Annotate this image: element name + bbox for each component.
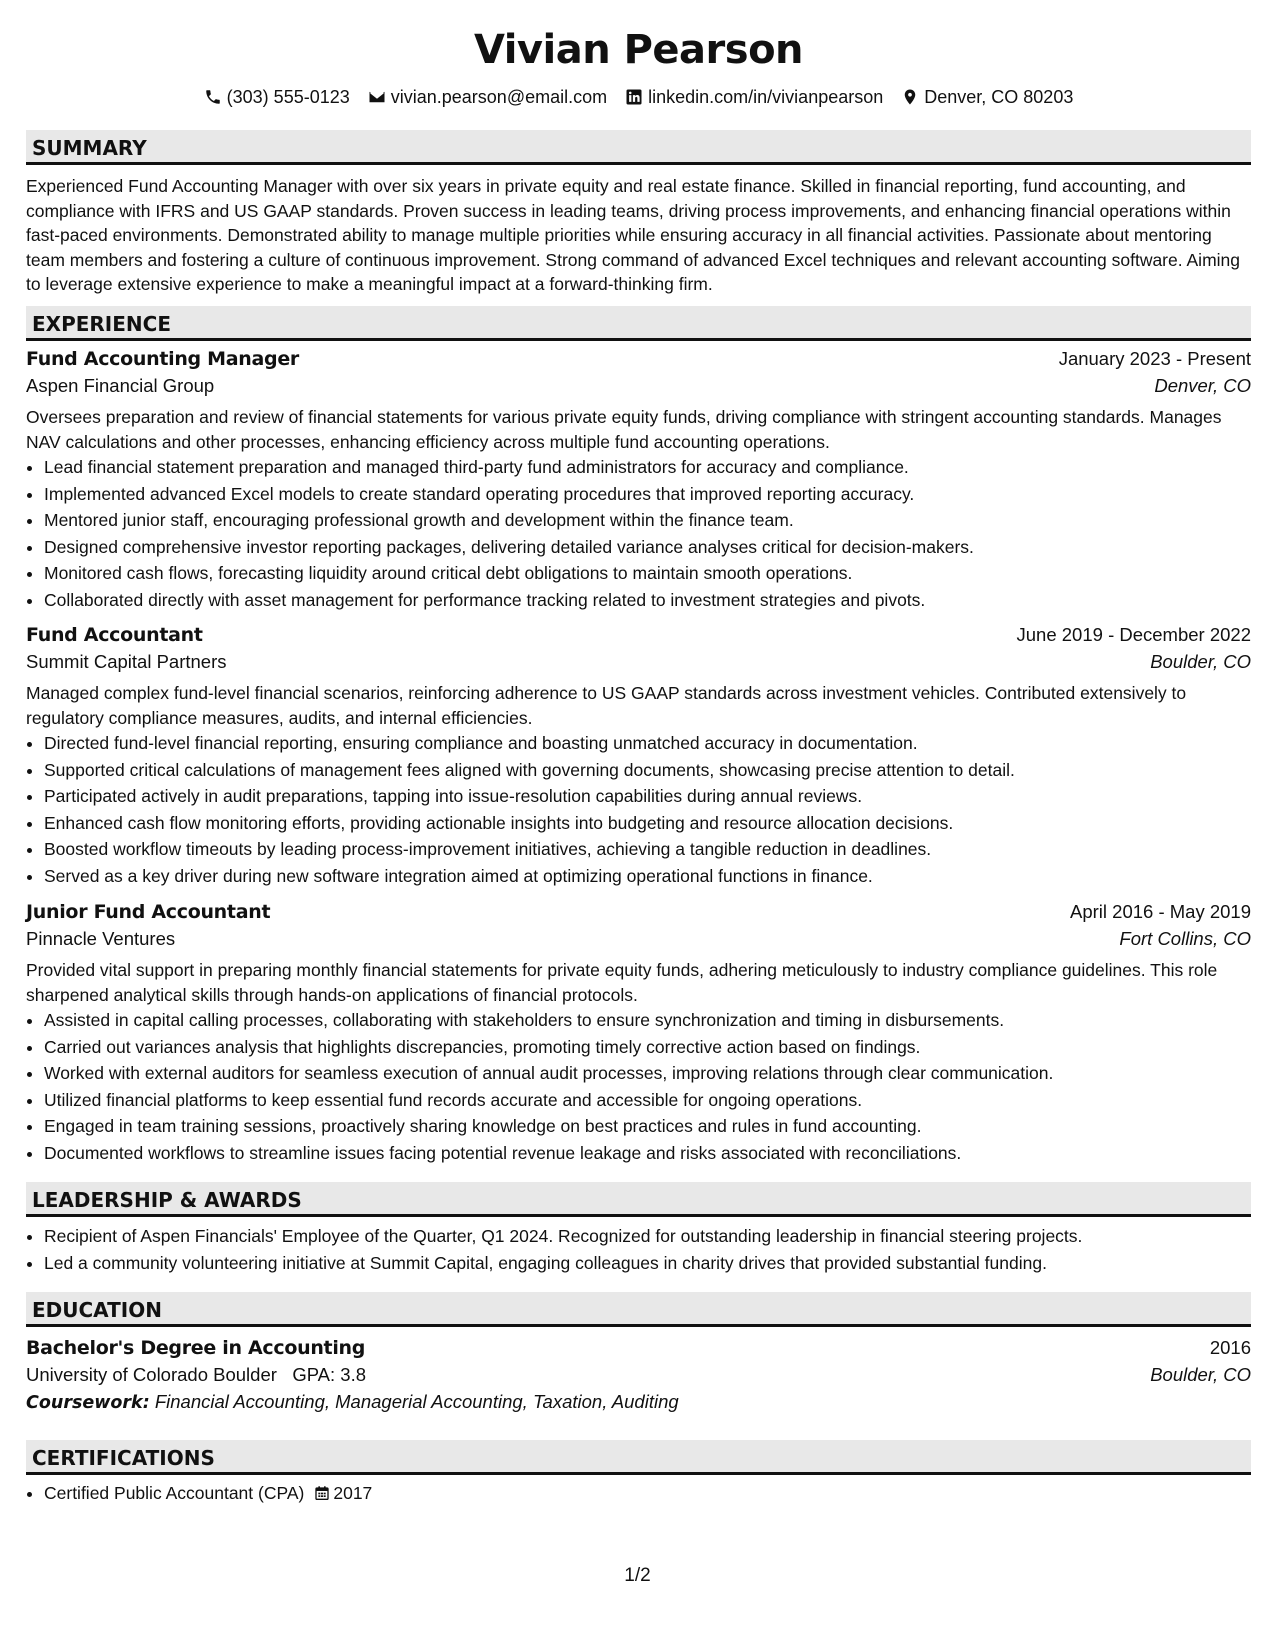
job-description: Provided vital support in preparing monthly financial statements for private equity funds, adhering meticulously to industry compliance guidelines. This role sharpened analytical skills through hands-on applications of financial protocols.	[26, 960, 1218, 1005]
job-subheader	[26, 651, 1251, 673]
job-header	[26, 901, 1251, 923]
certifications-section	[26, 1440, 1251, 1507]
job-location: Boulder, CO	[1150, 651, 1251, 672]
education-section	[26, 1292, 1251, 1413]
school-name: University of Colorado Boulder	[26, 1364, 277, 1385]
gpa: GPA: 3.8	[292, 1364, 367, 1385]
job-bullet: • Directed fund-level financial reporting, ensuring compliance and boasting unmatched accuracy in documentation.	[44, 730, 1251, 757]
job-bullet: • Documented workflows to streamline issues facing potential revenue leakage and risks associated with reconciliations.	[44, 1140, 1251, 1167]
job-company: Aspen Financial Group	[26, 375, 215, 396]
job-bullet: • Worked with external auditors for seamless execution of annual audit processes, improving relations through clear communication.	[44, 1060, 1251, 1087]
contact-phone	[204, 87, 350, 108]
awards-bullets	[26, 1223, 1251, 1276]
summary-section	[26, 130, 1251, 297]
candidate-name: Vivian Pearson	[473, 27, 804, 73]
education-heading: EDUCATION	[26, 1292, 1251, 1327]
award-item: • Recipient of Aspen Financials' Employee of the Quarter, Q1 2024. Recognized for outstanding leadership in financial steering projects.	[44, 1223, 1251, 1250]
job-company: Pinnacle Ventures	[26, 928, 176, 949]
job-bullet: • Enhanced cash flow monitoring efforts, providing actionable insights into budgeting and resource allocation decisions.	[44, 810, 1251, 837]
envelope-icon	[368, 88, 386, 106]
calendar-icon	[314, 1485, 330, 1501]
job-dates: April 2016 - May 2019	[1070, 901, 1251, 922]
job-description: Managed complex fund-level financial scenarios, reinforcing adherence to US GAAP standards across investment vehicles. Contributed extensively to regulatory compliance measures, audits, and internal efficiencies.	[26, 683, 1187, 728]
certification-name: Certified Public Accountant (CPA)	[44, 1483, 305, 1503]
summary-text: Experienced Fund Accounting Manager with over six years in private equity and real estate finance. Skilled in financial reporting, fund accounting, and compliance with IFRS and US GAAP standards. Proven success in leading teams, driving process improvements, and enhancing financial operations within fast-paced environments. Demonstrated ability to manage multiple priorities while ensuring accuracy in all financial activities. Passionate about mentoring team members and fostering a culture of continuous improvement. Strong command of advanced Excel techniques and relevant accounting software. Aiming to leverage extensive experience to make a meaningful impact at a forward-thinking firm.	[26, 176, 1240, 294]
job-bullet: • Implemented advanced Excel models to create standard operating procedures that improved reporting accuracy.	[44, 481, 1251, 508]
contact-location	[901, 87, 1073, 108]
job-location: Denver, CO	[1154, 375, 1251, 396]
job-bullet: • Utilized financial platforms to keep essential fund records accurate and accessible for ongoing operations.	[44, 1087, 1251, 1114]
degree-title: Bachelor's Degree in Accounting	[26, 1337, 366, 1359]
job-subheader	[26, 375, 1251, 397]
job-bullet: • Collaborated directly with asset management for performance tracking related to investment strategies and pivots.	[44, 587, 1251, 614]
job-bullet: • Lead financial statement preparation and managed third-party fund administrators for accuracy and compliance.	[44, 454, 1251, 481]
experience-heading: EXPERIENCE	[26, 306, 1251, 341]
job-dates: June 2019 - December 2022	[1016, 624, 1251, 645]
job-bullet: • Assisted in capital calling processes, collaborating with stakeholders to ensure synchronization and timing in disbursements.	[44, 1007, 1251, 1034]
job-bullet: • Designed comprehensive investor reporting packages, delivering detailed variance analyses critical for decision-makers.	[44, 534, 1251, 561]
job-bullet: • Carried out variances analysis that highlights discrepancies, promoting timely corrective action based on findings.	[44, 1034, 1251, 1061]
coursework-line	[26, 1391, 1251, 1413]
job-title: Junior Fund Accountant	[26, 901, 271, 923]
graduation-year: 2016	[1209, 1337, 1251, 1358]
award-item: • Led a community volunteering initiative at Summit Capital, engaging colleagues in charity drives that provided substantial funding.	[44, 1250, 1251, 1277]
job-title: Fund Accounting Manager	[26, 348, 300, 370]
experience-section	[26, 306, 1251, 1163]
contact-email[interactable]	[368, 87, 607, 108]
job-bullet: • Supported critical calculations of management fees aligned with governing documents, showcasing precise attention to detail.	[44, 757, 1251, 784]
coursework-list: Financial Accounting, Managerial Accounting, Taxation, Auditing	[154, 1391, 679, 1412]
education-header	[26, 1337, 1251, 1359]
job-header	[26, 624, 1251, 646]
job-entry	[26, 624, 1251, 890]
job-bullet: • Boosted workflow timeouts by leading process-improvement initiatives, achieving a tangible reduction in deadlines.	[44, 836, 1251, 863]
resume-page	[26, 0, 1251, 1503]
job-bullet: • Engaged in team training sessions, proactively sharing knowledge on best practices and rules in fund accounting.	[44, 1113, 1251, 1140]
certifications-list	[26, 1480, 1251, 1507]
awards-heading: LEADERSHIP & AWARDS	[26, 1182, 1251, 1217]
job-header	[26, 348, 1251, 370]
certification-item	[44, 1480, 1251, 1507]
job-location: Fort Collins, CO	[1119, 928, 1251, 949]
job-entry	[26, 348, 1251, 614]
linkedin-icon	[625, 88, 643, 106]
job-bullet: • Mentored junior staff, encouraging professional growth and development within the finance team.	[44, 507, 1251, 534]
job-company: Summit Capital Partners	[26, 651, 227, 672]
job-bullets	[26, 1007, 1251, 1167]
linkedin-link[interactable]: linkedin.com/in/vivianpearson	[648, 86, 884, 107]
certification-year: 2017	[333, 1483, 373, 1503]
job-bullet: • Participated actively in audit preparations, tapping into issue-resolution capabilities during annual reviews.	[44, 783, 1251, 810]
contact-linkedin[interactable]	[625, 87, 883, 108]
phone-text: (303) 555-0123	[226, 86, 350, 107]
job-title: Fund Accountant	[26, 624, 203, 646]
contact-bar	[26, 84, 1251, 110]
job-bullet: • Served as a key driver during new software integration aimed at optimizing operational functions in finance.	[44, 863, 1251, 890]
job-dates: January 2023 - Present	[1058, 348, 1251, 369]
school-info	[26, 1364, 366, 1386]
map-pin-icon	[901, 88, 919, 106]
school-location: Boulder, CO	[1150, 1364, 1251, 1385]
summary-heading: SUMMARY	[26, 130, 1251, 165]
job-bullets	[26, 730, 1251, 890]
job-subheader	[26, 928, 1251, 950]
awards-section	[26, 1182, 1251, 1276]
page-number: 1/2	[624, 1565, 651, 1586]
job-bullets	[26, 454, 1251, 614]
education-subheader	[26, 1364, 1251, 1386]
certifications-heading: CERTIFICATIONS	[26, 1440, 1251, 1475]
phone-icon	[204, 88, 222, 106]
email-link[interactable]: vivian.pearson@email.com	[390, 86, 608, 107]
job-entry	[26, 901, 1251, 1167]
location-text: Denver, CO 80203	[924, 86, 1074, 107]
job-bullet: • Monitored cash flows, forecasting liquidity around critical debt obligations to maintain smooth operations.	[44, 560, 1251, 587]
job-description: Oversees preparation and review of financial statements for various private equity funds, driving compliance with stringent accounting standards. Manages NAV calculations and other processes, enhancing efficiency across multiple fund accounting operations.	[26, 407, 1222, 452]
coursework-label: Coursework:	[26, 1393, 150, 1413]
